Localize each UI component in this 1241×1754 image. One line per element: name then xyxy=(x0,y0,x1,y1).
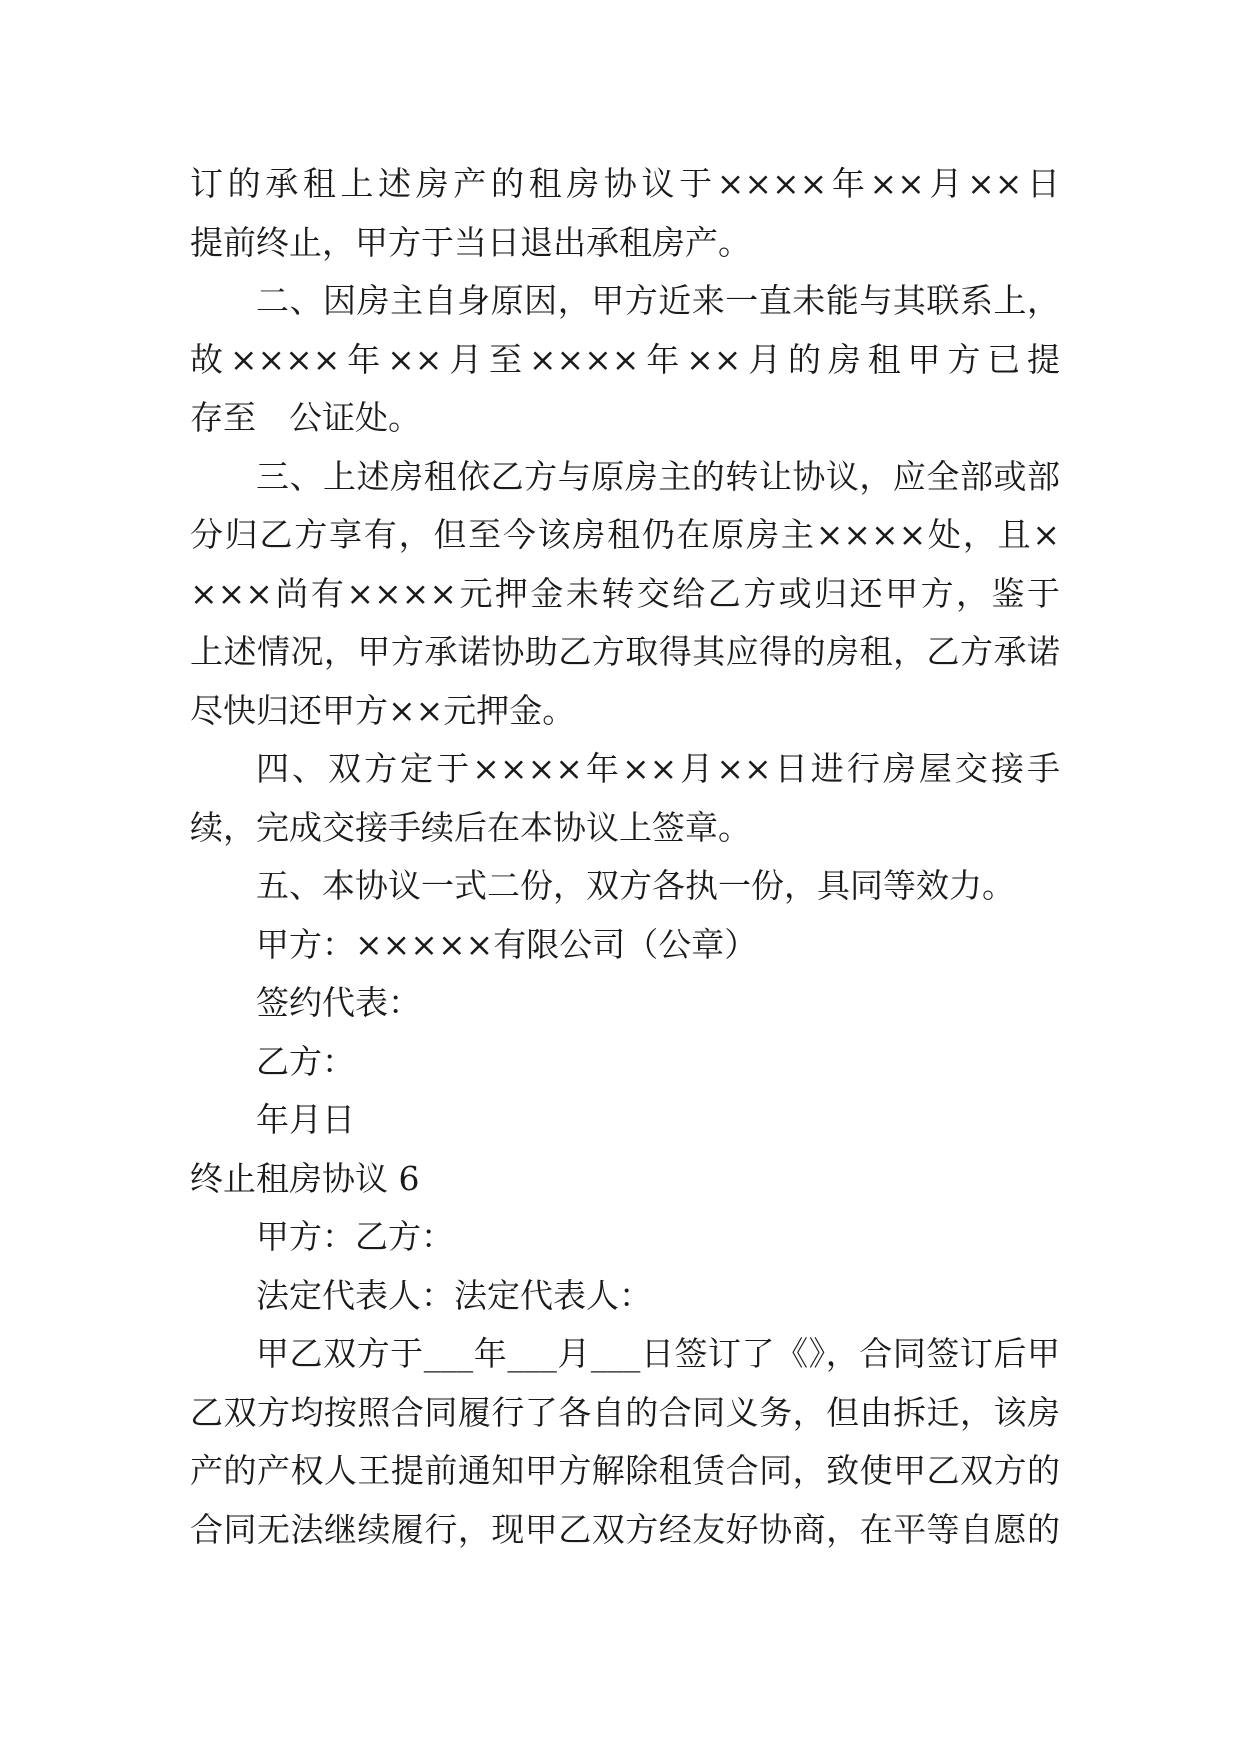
text-line: 存至 公证处。 xyxy=(190,398,421,437)
text-line: 法定代表人：法定代表人： xyxy=(256,1275,652,1315)
text-line: 甲乙双方于___年___月___日签订了《》，合同签订后甲 xyxy=(256,1334,1060,1373)
text-line: 合同无法继续履行，现甲乙双方经友好协商，在平等自愿的 xyxy=(190,1509,1060,1549)
section-heading: 终止租房协议 6 xyxy=(190,1158,420,1198)
text-line: 续，完成交接手续后在本协议上签章。 xyxy=(190,807,751,847)
text-line: 上述情况，甲方承诺协助乙方取得其应得的房租，乙方承诺 xyxy=(190,632,1060,671)
text-line: 乙双方均按照合同履行了各自的合同义务，但由拆迁，该房 xyxy=(190,1392,1060,1432)
text-line: 二、因房主自身原因，甲方近来一直未能与其联系上， xyxy=(256,281,1060,320)
text-line: 产的产权人王提前通知甲方解除租赁合同，致使甲乙双方的 xyxy=(190,1451,1060,1490)
text-line: 年月日 xyxy=(256,1100,355,1139)
text-line: 乙方： xyxy=(256,1041,355,1081)
text-line: 订的承租上述房产的租房协议于××××年××月××日 xyxy=(190,164,1060,203)
text-line: 提前终止，甲方于当日退出承租房产。 xyxy=(190,222,751,262)
document-body xyxy=(190,155,1060,1559)
text-line: 故××××年××月至××××年××月的房租甲方已提 xyxy=(190,339,1060,379)
text-line: 甲方：乙方： xyxy=(256,1217,454,1256)
text-line: 分归乙方享有，但至今该房租仍在原房主××××处，且× xyxy=(190,515,1060,554)
text-line: 四、双方定于××××年××月××日进行房屋交接手 xyxy=(256,749,1060,788)
text-line: 三、上述房租依乙方与原房主的转让协议，应全部或部 xyxy=(256,456,1060,496)
text-line: 尽快归还甲方××元押金。 xyxy=(190,690,576,730)
text-line: 甲方：×××××有限公司（公章） xyxy=(256,924,758,964)
text-line: 五、本协议一式二份，双方各执一份，具同等效力。 xyxy=(256,866,1015,905)
text-line: ×××尚有××××元押金未转交给乙方或归还甲方，鉴于 xyxy=(190,573,1060,613)
text-line: 签约代表： xyxy=(256,983,421,1022)
